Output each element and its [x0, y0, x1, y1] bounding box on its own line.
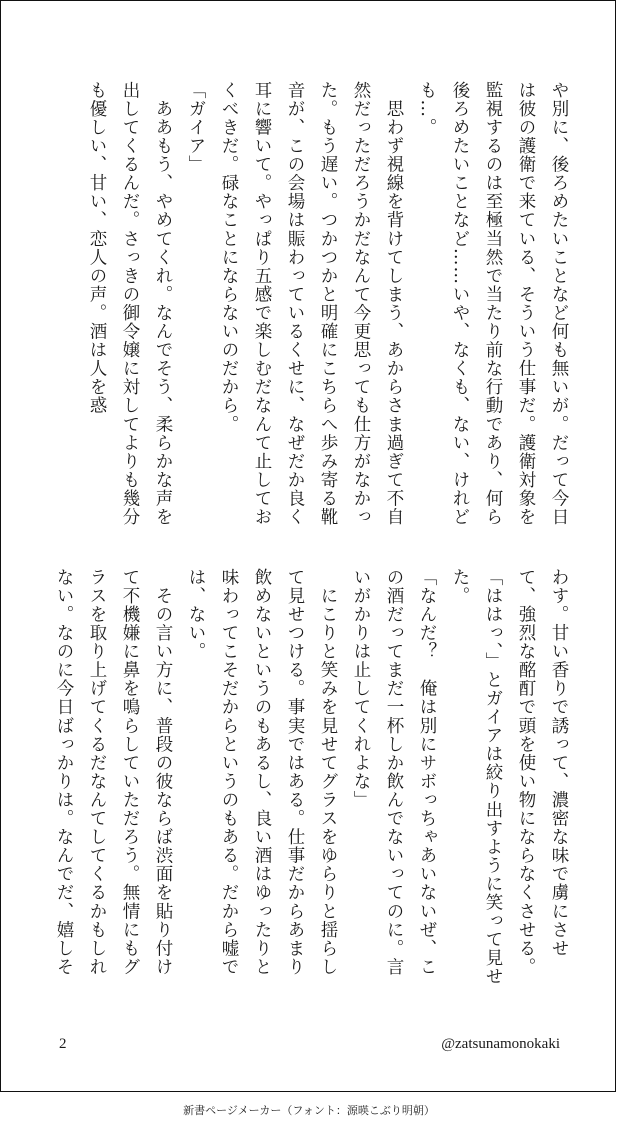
- lower-text-column: わす。甘い香りで誘って、濃密な味で虜にさせて、強烈な酩酊で頭を使い物にならなくさせる。 「ははっ、」とガイアは絞り出すように笑って見せた。 「なんだ？ 俺は別にサボっちゃあいないぜ、この酒だってまだ一杯しか飲んでないってのに。言いがかりは止してくれよな」 にこりと笑みを見せてグラスをゆらりと揺らして見せつける。事実ではある。仕事だからあまり飲めないというのもあるし、良い酒はゆったりと味わってこそだからというのもある。だから嘘では、ない。 その言い方に、普段の彼ならば渋面を貼り付けて不機嫌に鼻を鳴らしていただろう。無情にもグラスを取り上げてくるだなんてしてくるかもしれない。なのに今日ばっかりは。なんでだ、嬉しそ: [54, 568, 569, 986]
- footer-caption: 新書ページメーカー（フォント：源暎こぶり明朝）: [183, 1104, 435, 1117]
- author-handle: @zatsunamonokaki: [441, 1036, 560, 1052]
- upper-text-column: や別に、後ろめたいことなど何も無いが。だって今日は彼の護衛で来ている、そういう仕事だ。護衛対象を監視するのは至極当然で当たり前な行動であり、何ら後ろめたいことなど……いや、なくも、ない、けれども…。 思わず視線を背けてしまう、あからさま過ぎて不自然だっただろうかだなんて今更思っても仕方がなかった。もう遅い。つかつかと明確にこちらへ歩み寄る靴音が、この会場は賑わっているくせに、なぜだか良く耳に響いて。やっぱり五感で楽しむだなんて止しておくべきだ。碌なことにならないのだから。 「ガイア」 ああもう、やめてくれ。なんでそう、柔らかな声を出してくるんだ。さっきの御令嬢に対してよりも幾分も優しい、甘い、恋人の声。酒は人を惑: [87, 81, 569, 527]
- page-number: 2: [59, 1036, 67, 1052]
